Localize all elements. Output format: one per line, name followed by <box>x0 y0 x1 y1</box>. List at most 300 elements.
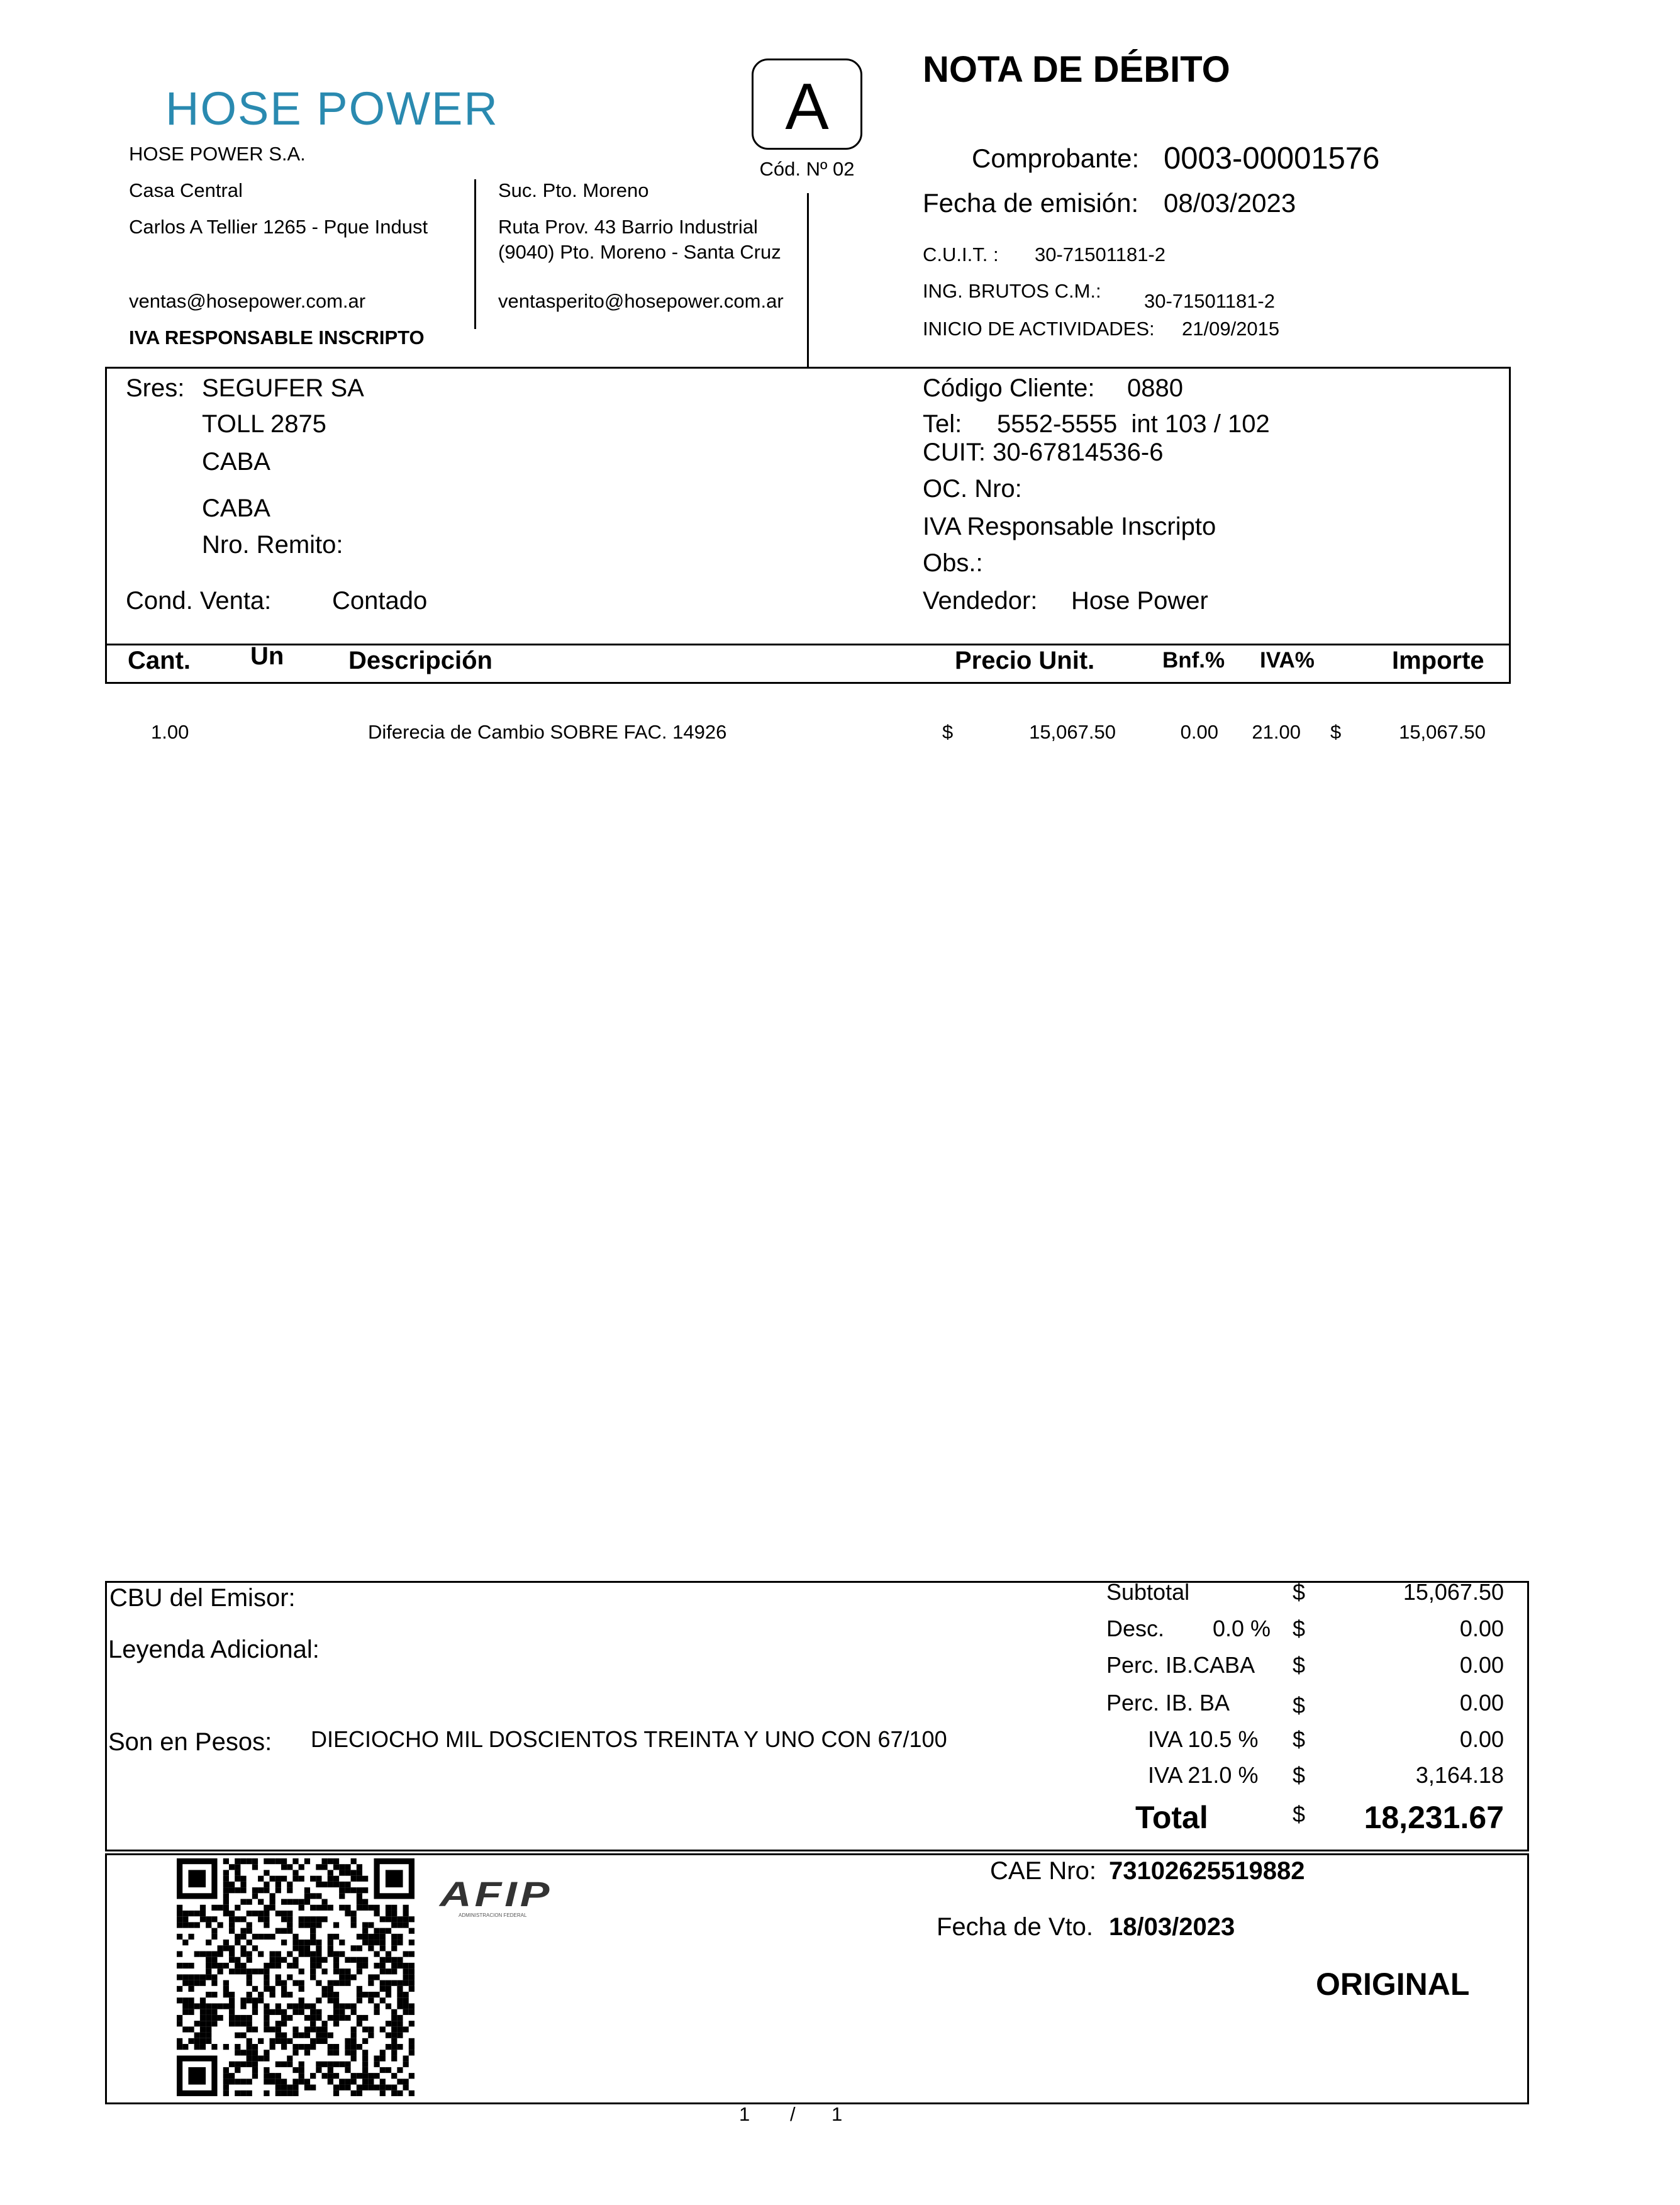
qr-module <box>200 1911 206 1916</box>
qr-module <box>333 1997 339 2003</box>
qr-module <box>223 1963 229 1968</box>
qr-module <box>397 1997 403 2003</box>
qr-module <box>281 2091 287 2096</box>
comprobante-label: Comprobante: <box>972 143 1140 173</box>
qr-module <box>292 1980 298 1986</box>
qr-module <box>247 1911 252 1916</box>
qr-module <box>240 1968 246 1974</box>
client-province: CABA <box>202 494 270 522</box>
qr-module <box>275 2021 281 2026</box>
qr-module <box>316 2015 321 2021</box>
qr-module <box>374 1934 379 1940</box>
qr-module <box>345 2085 350 2091</box>
qr-module <box>258 1992 264 1997</box>
qr-module <box>357 1870 362 1875</box>
qr-module <box>403 1922 409 1928</box>
qr-module <box>188 2038 194 2044</box>
qr-module <box>409 2009 414 2015</box>
qr-module <box>368 1974 374 1980</box>
divider <box>807 193 809 367</box>
qr-module <box>223 1945 229 1951</box>
qr-module <box>299 1951 304 1957</box>
qr-module <box>333 2062 339 2067</box>
qr-module <box>240 2015 246 2021</box>
cond-venta-label: Cond. Venta: <box>126 587 272 615</box>
qr-module <box>316 2038 321 2044</box>
qr-module <box>206 2038 211 2044</box>
col-precio: Precio Unit. <box>955 647 1095 674</box>
qr-module <box>264 1974 269 1980</box>
qr-module <box>391 2026 397 2032</box>
qr-module <box>362 2050 368 2055</box>
qr-module <box>211 1963 217 1968</box>
qr-module <box>397 2091 403 2096</box>
qr-module <box>316 1864 321 1870</box>
qr-module <box>362 2085 368 2091</box>
qr-module <box>240 2021 246 2026</box>
qr-module <box>345 1980 350 1986</box>
qr-module <box>386 1951 391 1957</box>
qr-module <box>391 2073 397 2079</box>
qr-module <box>374 1905 379 1911</box>
qr-module <box>235 1957 240 1963</box>
qr-module <box>240 1899 246 1905</box>
qr-module <box>362 2067 368 2073</box>
qr-module <box>177 1963 182 1968</box>
qr-module <box>362 1905 368 1911</box>
qr-module <box>264 2055 269 2061</box>
qr-module <box>292 2033 298 2038</box>
qr-module <box>333 2003 339 2009</box>
qr-module <box>391 2085 397 2091</box>
qr-module <box>368 1992 374 1997</box>
qr-module <box>229 1911 235 1916</box>
qr-module <box>310 2085 316 2091</box>
qr-module <box>397 2003 403 2009</box>
qr-module <box>188 1911 194 1916</box>
qr-module <box>397 1963 403 1968</box>
qr-module <box>339 1882 345 1887</box>
qr-module <box>351 2050 357 2055</box>
qr-module <box>264 2021 269 2026</box>
qr-module <box>287 1963 292 1968</box>
qr-module <box>211 1916 217 1922</box>
qr-module <box>409 1951 414 1957</box>
qr-module <box>409 1963 414 1968</box>
page-total: 1 <box>832 2103 843 2125</box>
qr-module <box>275 2085 281 2091</box>
qr-module <box>223 1858 229 1864</box>
qr-module <box>206 1951 211 1957</box>
qr-module <box>275 2009 281 2015</box>
qr-module <box>264 2003 269 2009</box>
qr-module <box>328 1986 333 1992</box>
qr-module <box>299 2033 304 2038</box>
qr-module <box>211 1957 217 1963</box>
qr-module <box>397 2021 403 2026</box>
currency-symbol: $ <box>1293 1726 1306 1752</box>
qr-module <box>258 2038 264 2044</box>
qr-module <box>299 1916 304 1922</box>
qr-module <box>270 2073 275 2079</box>
qr-module <box>328 1934 333 1940</box>
qr-module <box>374 1928 379 1934</box>
qr-module <box>362 2062 368 2067</box>
page-separator: / <box>790 2103 796 2125</box>
qr-module <box>270 2009 275 2015</box>
remito-label: Nro. Remito: <box>202 531 343 559</box>
qr-module <box>287 1887 292 1893</box>
qr-module <box>218 1945 223 1951</box>
qr-module <box>409 2038 414 2044</box>
qr-module <box>281 1986 287 1992</box>
qr-module <box>287 1864 292 1870</box>
qr-module <box>229 2073 235 2079</box>
qr-module <box>194 1974 200 1980</box>
qr-module <box>264 1916 269 1922</box>
qr-module <box>229 1922 235 1928</box>
qr-module <box>211 2015 217 2021</box>
qr-module <box>333 1980 339 1986</box>
qr-module <box>321 1899 327 1905</box>
qr-module <box>391 2050 397 2055</box>
qr-module <box>292 2091 298 2096</box>
iva105-label: IVA 10.5 % <box>1148 1726 1259 1752</box>
inicio-label: INICIO DE ACTIVIDADES: <box>923 318 1155 340</box>
son-value: DIECIOCHO MIL DOSCIENTOS TREINTA Y UNO CON 67/100 <box>311 1726 947 1752</box>
qr-module <box>200 2033 206 2038</box>
qr-module <box>275 1957 281 1963</box>
qr-module <box>177 1922 182 1928</box>
qr-module <box>235 2033 240 2038</box>
qr-module <box>357 2044 362 2050</box>
qr-module <box>275 1951 281 1957</box>
perc-caba-label: Perc. IB.CABA <box>1106 1652 1255 1678</box>
qr-module <box>351 1922 357 1928</box>
qr-module <box>328 1876 333 1882</box>
qr-module <box>333 2015 339 2021</box>
qr-module <box>299 2044 304 2050</box>
cae-label: CAE Nro: <box>990 1857 1096 1885</box>
qr-module <box>321 2062 327 2067</box>
qr-module <box>299 1876 304 1882</box>
qr-module <box>310 1922 316 1928</box>
qr-module <box>333 2021 339 2026</box>
qr-module <box>270 1876 275 1882</box>
qr-module <box>264 1986 269 1992</box>
obs-label: Obs.: <box>923 549 983 577</box>
qr-module <box>333 1934 339 1940</box>
qr-module <box>211 1974 217 1980</box>
qr-module <box>362 1992 368 1997</box>
qr-module <box>409 2044 414 2050</box>
qr-module <box>275 1980 281 1986</box>
qr-module <box>223 1940 229 1945</box>
iva105-value: 0.00 <box>1459 1726 1504 1752</box>
qr-module <box>264 1968 269 1974</box>
qr-module <box>386 1957 391 1963</box>
qr-module <box>333 1968 339 1974</box>
qr-module <box>218 1922 223 1928</box>
qr-module <box>270 1957 275 1963</box>
qr-module <box>177 1974 182 1980</box>
qr-module <box>235 1876 240 1882</box>
qr-module <box>299 2067 304 2073</box>
qr-module <box>299 1899 304 1905</box>
qr-module <box>362 1876 368 1882</box>
qr-module <box>374 1911 379 1916</box>
qr-module <box>403 1916 409 1922</box>
qr-module <box>287 1899 292 1905</box>
qr-module <box>357 1876 362 1882</box>
qr-module <box>247 2026 252 2032</box>
qr-module <box>200 2009 206 2015</box>
qr-module <box>287 1916 292 1922</box>
qr-module <box>292 1963 298 1968</box>
qr-module <box>333 1951 339 1957</box>
qr-module <box>403 1963 409 1968</box>
qr-module <box>247 2050 252 2055</box>
qr-module <box>182 2044 188 2050</box>
son-label: Son en Pesos: <box>108 1728 272 1756</box>
qr-module <box>182 1997 188 2003</box>
qr-module <box>391 1916 397 1922</box>
qr-module <box>200 2026 206 2032</box>
qr-module <box>351 1974 357 1980</box>
qr-module <box>357 2091 362 2096</box>
branch-address-2: (9040) Pto. Moreno - Santa Cruz <box>498 241 781 263</box>
qr-module <box>386 2021 391 2026</box>
qr-module <box>321 1905 327 1911</box>
qr-module <box>391 1968 397 1974</box>
qr-module <box>252 1934 258 1940</box>
qr-module <box>310 2044 316 2050</box>
qr-module <box>235 1940 240 1945</box>
qr-module <box>357 1968 362 1974</box>
qr-module <box>229 2062 235 2067</box>
qr-module <box>281 2033 287 2038</box>
qr-module <box>218 1968 223 1974</box>
qr-module <box>223 2003 229 2009</box>
qr-module <box>281 1876 287 1882</box>
qr-module <box>403 2055 409 2061</box>
qr-module <box>252 2055 258 2061</box>
qr-module <box>357 1899 362 1905</box>
qr-module <box>380 1957 386 1963</box>
perc-ba-label: Perc. IB. BA <box>1106 1690 1230 1716</box>
qr-module <box>409 1928 414 1934</box>
qr-module <box>380 1934 386 1940</box>
qr-module <box>275 2073 281 2079</box>
qr-module <box>281 2085 287 2091</box>
qr-module <box>182 2009 188 2015</box>
qr-module <box>229 2079 235 2084</box>
qr-module <box>247 1928 252 1934</box>
qr-module <box>391 1980 397 1986</box>
qr-module <box>310 2015 316 2021</box>
qr-module <box>223 1870 229 1875</box>
qr-module <box>270 1992 275 1997</box>
qr-module <box>339 2079 345 2084</box>
branch-email: ventasperito@hosepower.com.ar <box>498 290 784 312</box>
qr-module <box>321 2033 327 2038</box>
qr-module <box>316 1905 321 1911</box>
qr-module <box>310 2003 316 2009</box>
qr-module <box>292 2050 298 2055</box>
qr-code <box>177 1858 414 2096</box>
currency-symbol: $ <box>1293 1762 1306 1788</box>
qr-module <box>287 1928 292 1934</box>
qr-module <box>292 1957 298 1963</box>
qr-module <box>304 1940 310 1945</box>
qr-module <box>299 2079 304 2084</box>
qr-module <box>240 2062 246 2067</box>
qr-module <box>200 1997 206 2003</box>
qr-module <box>177 2015 182 2021</box>
qr-module <box>299 1864 304 1870</box>
desc-value: 0.00 <box>1459 1616 1504 1641</box>
qr-module <box>339 1980 345 1986</box>
qr-module <box>333 1922 339 1928</box>
qr-module <box>240 2033 246 2038</box>
qr-module <box>264 1922 269 1928</box>
qr-module <box>316 1957 321 1963</box>
qr-module <box>380 2085 386 2091</box>
afip-logo-text: AFIP <box>440 1874 553 1914</box>
qr-module <box>368 1997 374 2003</box>
qr-module <box>380 1997 386 2003</box>
qr-module <box>218 2003 223 2009</box>
qr-module <box>310 2009 316 2015</box>
qr-module <box>200 2038 206 2044</box>
qr-module <box>310 1940 316 1945</box>
qr-module <box>403 2026 409 2032</box>
client-cuit: CUIT: 30-67814536-6 <box>923 438 1164 466</box>
qr-module <box>281 2015 287 2021</box>
qr-module <box>177 1997 182 2003</box>
qr-module <box>275 1928 281 1934</box>
qr-module <box>374 1951 379 1957</box>
qr-module <box>211 1951 217 1957</box>
qr-module <box>252 2044 258 2050</box>
qr-module <box>304 1887 310 1893</box>
qr-module <box>188 2003 194 2009</box>
qr-module <box>188 1997 194 2003</box>
qr-module <box>264 1870 269 1875</box>
oc-label: OC. Nro: <box>923 475 1022 503</box>
qr-module <box>281 1957 287 1963</box>
qr-module <box>252 2026 258 2032</box>
qr-module <box>299 1940 304 1945</box>
qr-module <box>287 2091 292 2096</box>
qr-module <box>247 1951 252 1957</box>
qr-module <box>264 2091 269 2096</box>
qr-module <box>386 2003 391 2009</box>
qr-module <box>339 2015 345 2021</box>
qr-module <box>235 1864 240 1870</box>
qr-module <box>310 1951 316 1957</box>
qr-module <box>368 2033 374 2038</box>
qr-module <box>391 2033 397 2038</box>
qr-module <box>182 1911 188 1916</box>
qr-module <box>223 1992 229 1997</box>
qr-module <box>362 1899 368 1905</box>
qr-module <box>345 2044 350 2050</box>
qr-module <box>229 1928 235 1934</box>
qr-module <box>391 1963 397 1968</box>
qr-module <box>206 2026 211 2032</box>
qr-module <box>328 2050 333 2055</box>
qr-module <box>310 1934 316 1940</box>
qr-module <box>275 1963 281 1968</box>
qr-module <box>345 1911 350 1916</box>
fecha-label: Fecha de emisión: <box>923 188 1139 218</box>
qr-module <box>351 2009 357 2015</box>
qr-module <box>252 1893 258 1899</box>
col-desc: Descripción <box>348 647 492 674</box>
qr-module <box>223 2091 229 2096</box>
qr-module <box>270 1963 275 1968</box>
qr-module <box>316 2033 321 2038</box>
qr-module <box>316 2026 321 2032</box>
qr-module <box>316 1876 321 1882</box>
qr-module <box>218 1963 223 1968</box>
qr-module <box>357 1893 362 1899</box>
qr-module <box>240 2050 246 2055</box>
qr-module <box>328 1858 333 1864</box>
qr-module <box>270 1934 275 1940</box>
qr-module <box>403 1974 409 1980</box>
qr-module <box>304 1922 310 1928</box>
qr-module <box>397 2026 403 2032</box>
qr-module <box>328 2067 333 2073</box>
totals-box <box>105 1581 1529 1851</box>
qr-module <box>287 1992 292 1997</box>
qr-module <box>287 2015 292 2021</box>
qr-module <box>235 2067 240 2073</box>
qr-module <box>374 2055 379 2061</box>
codigo-value: 0880 <box>1127 374 1183 402</box>
qr-module <box>321 1916 327 1922</box>
qr-module <box>287 1974 292 1980</box>
copy-label: ORIGINAL <box>1316 1967 1470 2002</box>
qr-module <box>368 1922 374 1928</box>
currency-symbol: $ <box>1293 1616 1306 1641</box>
inicio-value: 21/09/2015 <box>1182 318 1280 340</box>
qr-module <box>264 1905 269 1911</box>
row-cant: 1.00 <box>151 721 189 743</box>
qr-module <box>328 1940 333 1945</box>
qr-module <box>391 1945 397 1951</box>
qr-module <box>391 2021 397 2026</box>
qr-module <box>287 2062 292 2067</box>
codigo-label: Código Cliente: <box>923 374 1095 402</box>
qr-module <box>247 2015 252 2021</box>
col-bnf: Bnf.% <box>1162 648 1225 673</box>
qr-module <box>264 1858 269 1864</box>
doc-type-box <box>752 59 862 150</box>
branch-label: Suc. Pto. Moreno <box>498 179 649 201</box>
qr-module <box>200 1974 206 1980</box>
qr-module <box>397 2015 403 2021</box>
qr-module <box>200 1980 206 1986</box>
qr-module <box>397 1916 403 1922</box>
qr-module <box>235 2021 240 2026</box>
qr-module <box>206 1922 211 1928</box>
qr-module <box>292 1870 298 1875</box>
qr-module <box>247 1940 252 1945</box>
branch-address-1: Ruta Prov. 43 Barrio Industrial <box>498 216 758 238</box>
